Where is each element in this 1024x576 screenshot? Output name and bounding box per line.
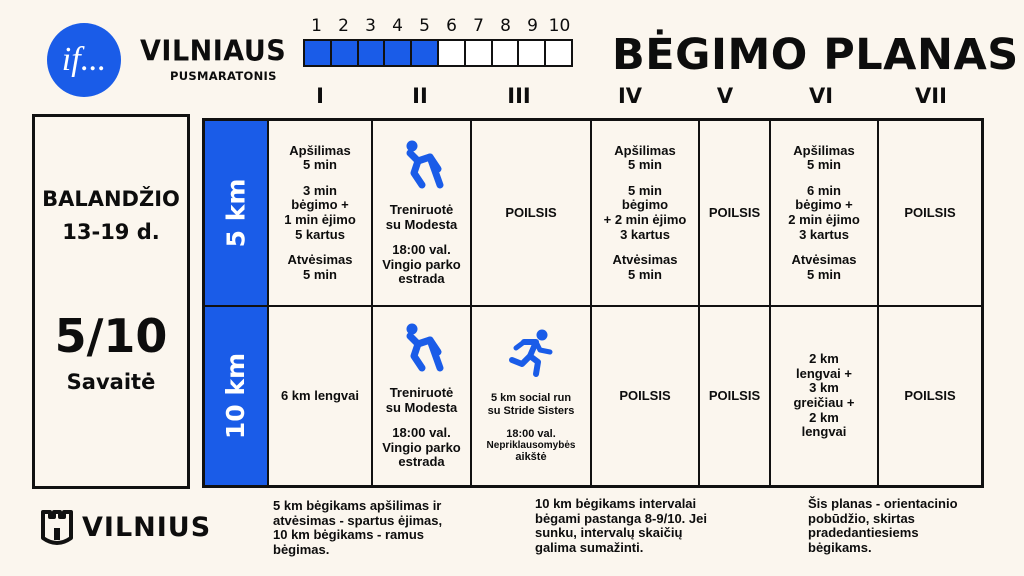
vilnius-logo (40, 508, 211, 546)
row-label-text: 5 km (221, 178, 250, 248)
cell-line: estrada (398, 454, 445, 470)
day-header: VI (808, 84, 834, 108)
cell-line: 1 min ėjimo (284, 212, 356, 227)
if-logo-text: if... (61, 41, 107, 78)
cell-line: + 2 min ėjimo (603, 212, 687, 227)
progress-number: 1 (311, 16, 322, 36)
cell-line: 3 kartus (620, 226, 670, 242)
plan-cell (472, 121, 592, 307)
row-label-10km (205, 307, 269, 485)
cell-line: POILSIS (708, 204, 761, 220)
cell-line: POILSIS (505, 204, 557, 220)
cell-line: bėgimo + (291, 197, 349, 213)
cell-line: su Stride Sisters (487, 404, 575, 417)
cell-line: 5 kartus (295, 226, 345, 242)
plan-cell (879, 307, 981, 485)
cell-line: Atvėsimas (612, 252, 678, 268)
race-subtitle: PUSMARATONIS (170, 69, 277, 83)
week-box (32, 114, 190, 489)
progress-number: 6 (446, 16, 457, 36)
cell-line: Treniruotė (389, 385, 454, 401)
cell-line: greičiau + (793, 395, 855, 410)
cell-line: Apšilimas (289, 142, 351, 158)
cell-line: 5 min (303, 157, 337, 173)
note-line: pobūdžio, skirtas (808, 510, 915, 526)
cell-line: 18:00 val. (392, 242, 451, 258)
cell-line: 6 min (807, 182, 841, 198)
day-header: VII (915, 84, 947, 108)
plan-cell (373, 307, 472, 485)
footer-note (808, 497, 958, 556)
cell-line: 18:00 val. (506, 427, 556, 440)
cell-line: POILSIS (619, 387, 671, 403)
if-logo (47, 23, 121, 97)
note-line: bėgimas. (273, 542, 330, 558)
cell-line: POILSIS (904, 204, 956, 220)
cell-line: POILSIS (904, 387, 956, 403)
running-person-icon (506, 328, 556, 378)
cell-line: Vingio parko (382, 439, 461, 455)
castle-tower-icon (40, 508, 74, 546)
progress-cell-filled (305, 41, 332, 65)
week-month: BALANDŽIO (42, 187, 180, 211)
cell-line: 5 min (807, 266, 841, 282)
stretching-person-icon (400, 139, 444, 189)
progress-cell-empty (519, 41, 546, 65)
cell-line: su Modesta (385, 216, 458, 232)
progress-cell-filled (412, 41, 439, 65)
stretching-person-icon (400, 322, 444, 372)
plan-cell (700, 121, 771, 307)
plan-cell (592, 121, 700, 307)
progress-numbers (303, 16, 573, 36)
cell-line: 3 km (809, 380, 839, 396)
cell-line: 2 km (809, 351, 839, 367)
cell-line: su Modesta (385, 399, 458, 415)
cell-line: Atvėsimas (791, 252, 857, 268)
cell-line: estrada (398, 271, 445, 287)
progress-cell-filled (332, 41, 359, 65)
cell-line: 5 min (303, 266, 337, 282)
row-label-text: 10 km (221, 352, 251, 440)
note-line: bėgikams. (808, 540, 872, 556)
cell-line: 18:00 val. (392, 425, 451, 441)
note-line: Šis planas - orientacinio (808, 496, 958, 511)
cell-line: lengvai + (796, 365, 852, 381)
cell-line: bėgimo + (795, 197, 853, 213)
cell-line: 5 km social run (490, 392, 572, 405)
day-header: II (412, 84, 428, 108)
plan-cell (771, 121, 879, 307)
plan-cell (269, 121, 373, 307)
progress-number: 5 (419, 16, 430, 36)
progress-number: 2 (338, 16, 349, 36)
progress-cell-filled (385, 41, 412, 65)
note-line: bėgami pastanga 8-9/10. Jei (535, 510, 707, 526)
row-label-5km (205, 121, 269, 307)
cell-line: 5 min (628, 266, 662, 282)
cell-line: Apšilimas (793, 142, 855, 158)
cell-line: 2 min ėjimo (788, 212, 860, 227)
cell-line: bėgimo (621, 197, 669, 213)
cell-line: 2 km (809, 409, 839, 425)
progress-number: 9 (527, 16, 538, 36)
footer-note (535, 497, 707, 556)
plan-cell (269, 307, 373, 485)
progress-cell-empty (439, 41, 466, 65)
plan-cell (373, 121, 472, 307)
day-header: I (316, 84, 324, 108)
cell-line: Atvėsimas (287, 252, 353, 268)
race-title: VILNIAUS (140, 35, 287, 68)
note-line: pradedantiesiems (808, 525, 919, 541)
cell-line: 5 min (807, 157, 841, 173)
cell-line: 5 min (628, 182, 662, 198)
cell-line: Vingio parko (382, 256, 461, 272)
footer-note (273, 499, 442, 558)
plan-cell (879, 121, 981, 307)
progress-number: 8 (500, 16, 511, 36)
progress-cell-filled (359, 41, 386, 65)
progress-number: 10 (548, 16, 571, 36)
day-header: V (716, 84, 734, 108)
note-line: 10 km bėgikams - ramus (273, 527, 425, 543)
plan-title: BĖGIMO PLANAS (612, 30, 1019, 80)
plan-cell (592, 307, 700, 485)
week-number: 5/10 (54, 309, 168, 363)
cell-line: 3 min (303, 182, 337, 198)
cell-line: Treniruotė (389, 202, 454, 218)
note-line: 10 km bėgikams intervalai (535, 496, 697, 511)
progress-cell-empty (493, 41, 520, 65)
week-dates: 13-19 d. (62, 220, 160, 244)
cell-line: 5 min (628, 157, 662, 173)
progress-number: 3 (365, 16, 376, 36)
progress-cell-empty (466, 41, 493, 65)
note-line: galima sumažinti. (535, 540, 644, 556)
cell-line: 6 km lengvai (280, 387, 360, 403)
progress-number: 7 (473, 16, 484, 36)
note-line: 5 km bėgikams apšilimas ir (273, 498, 442, 513)
cell-line: POILSIS (708, 387, 761, 403)
plan-cell (700, 307, 771, 485)
note-line: sunku, intervalų skaičių (535, 525, 683, 541)
progress-cell-empty (546, 41, 571, 65)
cell-line: Nepriklausomybės (486, 440, 576, 452)
cell-line: Apšilimas (614, 142, 676, 158)
plan-cell (472, 307, 592, 485)
day-header: III (507, 84, 531, 108)
progress-number: 4 (392, 16, 403, 36)
progress-bar (303, 39, 573, 67)
plan-grid (202, 118, 984, 488)
cell-line: aikštė (515, 451, 547, 464)
plan-cell (771, 307, 879, 485)
vilnius-logo-text: VILNIUS (82, 511, 212, 543)
cell-line: 3 kartus (799, 226, 849, 242)
cell-line: lengvai (801, 424, 847, 440)
note-line: atvėsimas - spartus ėjimas, (273, 512, 443, 528)
day-header: IV (617, 84, 643, 108)
week-label: Savaitė (66, 370, 156, 394)
